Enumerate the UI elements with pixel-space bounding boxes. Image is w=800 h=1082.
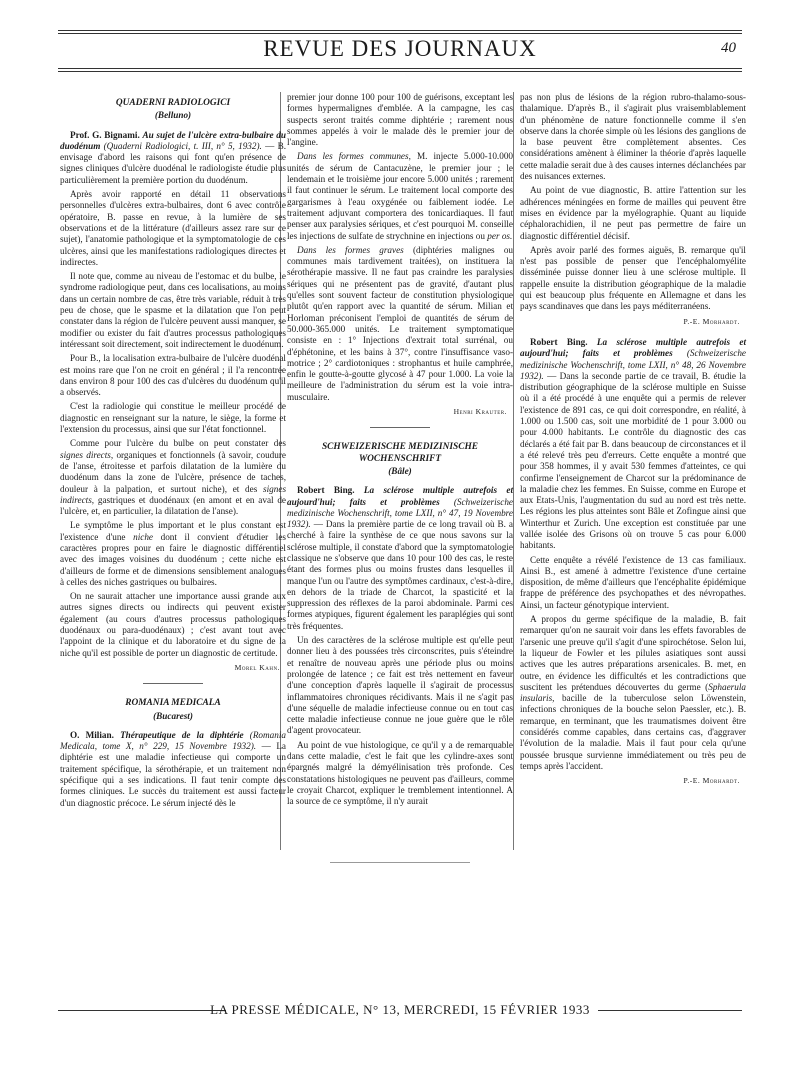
paragraph: Au point de vue diagnostic, B. attire l'attention sur les adhérences méningées en forme de mailles qui peuvent être mises en évidence par la myélographie. Quant au liquide céphalorachidien, il ne peut pas permettre de faire un diagnostic différentiel décisif. xyxy=(520,185,746,241)
column-separator xyxy=(513,92,514,850)
article-lead xyxy=(520,337,746,552)
page-footer xyxy=(0,1000,800,1024)
paragraph-text: — La diphtérie est une maladie infectieuse qui comporte un traitement spécifique, la sérothérapie, et un traitement non spécifique qui a ses indications. Il faut tenir compte des formes cliniques. Le succès du traitement est aussi facteur d'un diagnostic précoce. Le sérum injecté dès le xyxy=(60,741,287,808)
paragraph: Cette enquête a révélé l'existence de 13 cas familiaux. Ainsi B., est amené à admettre l'existence d'une certaine disposition, de même d'ailleurs que l'encéphalite épidémique frappe de préférence des psychopathes et des névropathes. Ainsi, un facteur génotypique intervient. xyxy=(520,554,746,610)
emphasis: signes directs, xyxy=(60,449,114,460)
header-bottom-rule xyxy=(58,68,742,69)
article-title: La sclérose multiple autrefois et aujourd'hui; faits et problèmes xyxy=(520,336,747,359)
paragraph: Un des caractères de la sclérose multiple est qu'elle peut donner lieu à des poussées très circonscrites, puis s'éteindre et renaître de nouveau après une période plus ou moins prolongée de latence ; ce fait est très nettement en faveur d'une conception d'après laquelle il s'agirait de processus inflammatoires chroniques récidivants. Mais il ne s'agit pas d'une séquelle de maladie infectieuse connue ou en tout cas cette maladie infectieuse connue ne joue guère que le rôle d'agent provocateur. xyxy=(287,635,513,736)
emphasis: Dans les formes graves xyxy=(297,244,404,255)
emphasis: Dans les formes communes, xyxy=(297,151,411,162)
section-divider xyxy=(370,427,430,428)
section-divider xyxy=(143,683,203,684)
paragraph: pas non plus de lésions de la région rubro-thalamo-sous-thalamique. D'après B., il s'agirait plus vraisemblablement d'un phénomène de nature fonctionnelle comme il s'en observe dans la chorée simple où les lésions des ganglions de la base peuvent être complètement absentes. Ces considérations amènent à éliminer la théorie d'après laquelle cette maladie serait due à des causes internes déclanchées par des nuisances externes. xyxy=(520,92,746,182)
paragraph-text: — Dans la première partie de ce long travail où B. a cherché à faire la synthèse de ce que nous savons sur la sclérose multiple, il constate d'abord que la symptomatologie classique ne s'observe que dans 10 pour 100 des cas, le reste étant des formes plus ou moins frustes dans lesquelles il manque l'un ou l'autre des symptômes cardinaux, c'est-à-dire, en dehors de la triade de Charcot, la spasticité et la suppression des réflexes de la paroi abdominale. Parmi ces formes atypiques, figurent également les paraplégies qui sont très fréquentes. xyxy=(287,519,514,631)
paragraph: C'est la radiologie qui constitue le meilleur procédé de diagnostic en renseignant sur la nature, le siège, la forme et l'extension du processus, ainsi que sur l'état fonctionnel. xyxy=(60,401,286,435)
article-author: Robert Bing. xyxy=(530,336,588,347)
header-bottom-rule-2 xyxy=(58,71,742,72)
article-reference: (Schweizerische medizinische Wochenschrift, tome LXII, n° 48, 26 Novembre 1932). xyxy=(520,348,747,381)
paragraph xyxy=(60,520,286,588)
article-reference: (Schweizerische medizinische Wochenschrift, tome LXII, n° 47, 19 Novembre 1932). xyxy=(287,496,514,530)
paragraph-text: dont il convient d'étudier les caractères propres pour en faire le diagnostic différentiel avec des images voisines du duodénum ; cette niche est d'ailleurs de forme et de dimensions sensiblement analogues à celles des niches gastriques ou bulbaires. xyxy=(60,531,286,587)
journal-section-title: REVUE DES JOURNAUX xyxy=(263,36,537,61)
article-reference: (Quaderni Radiologici, t. III, n° 5, 1932). xyxy=(103,140,262,151)
journal-place: (Bucarest) xyxy=(153,710,193,721)
paragraph-text: bacille de la tuberculose selon Löwenstein, infections chroniques de la bouche selon Paessler, etc.). B. remarque, en terminant, que les traumatismes doivent être considérés comme capables, dans certains cas, d'aggraver l'évolution de la maladie. Mais il faut pour cela qu'une poussée brusque survienne immédiatement ou très peu de temps après l'accident. xyxy=(520,693,747,771)
paragraph: premier jour donne 100 pour 100 de guérisons, exceptant les formes hypermalignes d'emblée. A la campagne, les cas suspects seront traités comme diphtérie ; rarement nous sommes appelés à voir le malade dès le premier jour de l'angine. xyxy=(287,92,513,148)
article-author: Prof. G. Bignami. xyxy=(70,129,140,140)
paragraph-text: (diphtéries malignes ou communes mais tardivement traitées), on instituera la sérothérapie massive. Il ne faut pas craindre les paralysies sériques qui ne présentent pas de gravité, d'autant plus qu'elles sont souvent facteur de constitution physiologique plutôt qu'en rapport avec la quantité de sérum. Milian et Horloman préconisent l'emploi de quantités de sérum de 50.000-365.000 unités. Le traitement symptomatique consiste en : 1° Injections d'extrait total surrénal, ou d'éphétonine, et les bains à 37°, contre l'insuffisance vaso-motrice ; 2° cardiotoniques : strophantus et huile camphrée, enfin le goutte-à-goutte glycosé à 47 pour 1.000. La voie la meilleure de l'administration du sérum est la voie intra-musculaire. xyxy=(287,244,514,402)
paragraph: Au point de vue histologique, ce qu'il y a de remarquable dans cette maladie, c'est le fait que les cylindre-axes sont épargnés malgré la démyélinisation très profonde. Ces constatations histologiques ne peuvent pas d'ailleurs, comme le croyait Charcot, expliquer le tremblement intentionnel. A la source de ce symptôme, il n'y aurait xyxy=(287,739,513,807)
paragraph: Après avoir rapporté en détail 11 observations personnelles d'ulcères extra-bulbaires, dont 6 avec contrôle opératoire, B. passe en revue, à la lumière de ses observations et de la littérature (d'ailleurs assez rare sur ce sujet), l'anatomie pathologique et la symptomatologie de ces ulcères, ainsi que les manifestations radiologiques directes et indirectes. xyxy=(60,189,286,267)
emphasis: per os. xyxy=(487,230,513,241)
paragraph-text: — B. envisage d'abord les raisons qui font qu'en présence de signes cliniques d'ulcère duodénal le radiologiste étudie plus particulièrement la première portion du duodénum. xyxy=(60,140,287,185)
article-title: La sclérose multiple autrefois et aujourd'hui; faits et problèmes xyxy=(287,485,514,507)
author-signature: P.-E. Morhardt. xyxy=(683,316,740,326)
paragraph xyxy=(287,151,513,241)
column-1 xyxy=(60,92,286,812)
paragraph-text: Le symptôme le plus important et le plus constant est l'existence d'une xyxy=(60,520,286,542)
author-signature: P.-E. Morhardt. xyxy=(683,776,740,786)
article-lead xyxy=(60,130,286,186)
author-signature: Morel Kahn. xyxy=(234,662,280,672)
column-2 xyxy=(287,92,513,811)
footer-rule xyxy=(598,1010,742,1011)
page-divider xyxy=(330,862,470,863)
emphasis: Sphaerula insularis, xyxy=(520,681,746,704)
article-lead xyxy=(60,730,286,809)
paragraph: Il note que, comme au niveau de l'estomac et du bulbe, le syndrome radiologique peut, dans ces localisations, au moins dans un certain nombre de cas, être très variable, réduit à très peu de chose, que le spasme et la dilatation que l'on peut constater dans la région de l'ulcère peuvent aussi manquer, se modifier ou exister du fait d'autres processus pathologiques intéressant soit directement, soit indirectement le duodénum. xyxy=(60,271,286,349)
paragraph xyxy=(520,614,746,772)
paragraph xyxy=(287,245,513,403)
footer-text: LA PRESSE MÉDICALE, N° 13, MERCREDI, 15 FÉVRIER 1933 xyxy=(210,1002,590,1017)
column-3 xyxy=(520,92,746,797)
masthead xyxy=(0,36,800,66)
author-signature: Henri Krauter. xyxy=(453,407,507,417)
paragraph-text: Comme pour l'ulcère du bulbe on peut constater des xyxy=(70,438,286,449)
header-top-rule-2 xyxy=(58,33,742,34)
header-top-rule xyxy=(58,30,742,31)
paragraph: On ne saurait attacher une importance aussi grande aux autres signes directs ou indirects qui peuvent exister également (au cours d'autres processus pathologiques duodénaux ou para-duodénaux) ; c'est avant tout avec l'appoint de la clinique et du laboratoire et du signe de la niche qu'il est possible de porter un diagnostic de certitude. xyxy=(60,591,286,658)
paragraph-text: organiques et fonctionnels (à savoir, coudure de l'anse, étroitesse et parfois dilatation de la lumière du duodénum dans la zone de l'ulcère, présence de taches, douleur à la palpation, et surtout niche), et des xyxy=(60,449,286,494)
paragraph: Pour B., la localisation extra-bulbaire de l'ulcère duodénal est moins rare que l'on ne croit en général ; il l'a rencontrée dans environ 8 pour 100 des cas d'ulcères du duodénum qu'il a observés. xyxy=(60,353,286,398)
journal-place: (Belluno) xyxy=(154,110,192,121)
journal-title: SCHWEIZERISCHE MEDIZINISCHE WOCHENSCHRIFT xyxy=(321,442,479,464)
emphasis: niche xyxy=(133,531,153,542)
journal-place: (Bâle) xyxy=(388,465,412,476)
article-lead xyxy=(287,485,513,632)
article-author: O. Milian. xyxy=(70,729,114,740)
emphasis: signes indirects, xyxy=(60,483,287,505)
article-title: Thérapeutique de la diphtérie xyxy=(120,729,244,740)
article-title: Au sujet de l'ulcère extra-bulbaire du duodénum xyxy=(60,129,287,151)
article-reference: (Romania Medicala, tome X, n° 229, 15 Novembre 1932). xyxy=(60,729,286,752)
journal-title: QUADERNI RADIOLOGICI xyxy=(115,98,231,108)
paragraph: Après avoir parlé des formes aiguës, B. remarque qu'il n'est pas possible de penser que l'encéphalomyélite disséminée puisse donner lieu à une sclérose multiple. Il rappelle ensuite la distribution géographique de la maladie qui est beaucoup plus fréquente en Allemagne et dans les pays scandinaves que dans les pays méditerranéens. xyxy=(520,244,746,312)
paragraph xyxy=(60,438,286,517)
page-number: 40 xyxy=(721,40,736,56)
article-author: Robert Bing. xyxy=(297,485,355,496)
paragraph-text: M. injecte 5.000-10.000 unités de sérum de Cantacuzène, le premier jour ; le lendemain et le troisième jour encore 5.000 unités ; rarement il faut continuer le sérum. Le traitement local comporte des gargarismes à l'eau oxygénée ou faiblement iodée. Le traitement adjuvant comportera des tonicardiaques. Il faut penser aux paralysies sériques, et c'est pourquoi M. conseille les injections de sulfate de strychnine en injections ou xyxy=(287,151,514,241)
paragraph-text: gastriques et duodénaux (en amont et en aval de l'ulcère, et, en particulier, la dilatation de l'anse). xyxy=(60,494,286,517)
journal-title: ROMANIA MEDICALA xyxy=(125,698,221,709)
paragraph-text: A propos du germe spécifique de la maladie, B. fait remarquer qu'on ne saurait voir dans les effets favorables de l'arsenic une preuve qu'il s'agit d'une spirochétose. Selon lui, la liqueur de Fowler et les pilules asiatiques sont aussi actives que les autres préparations arsenicales. B. met, en outre, en évidence les difficultés et les contradictions que suscitent les prétendues découvertes du germe ( xyxy=(520,614,746,692)
paragraph-text: — Dans la seconde partie de ce travail, B. étudie la distribution géographique de la sclérose multiple en Suisse où il a été procédé à une enquête qui a permis de relever l'existence de 891 cas, ce qui doit correspondre, en réalité, à 1.000 ou 1.500 cas, soit une morbidité de 1 pour 3.000 ou pour 4.000 habitants. Le contrôle du diagnostic des cas déclarés a été fait par B. dans beaucoup de circonstances et il a été relevé très peu d'erreurs. Cette enquête a montré que pour 358 hommes, il y avait 530 femmes d'atteintes, ce qui confirme l'enseignement de Charcot sur la prédominance de la maladie chez les femmes. En Suisse, comme en Europe et aux Etats-Unis, l'augmentation du sud au nord est très nette. Les régions les plus atteintes sont Bâle et Zofingue ainsi que Winterthur et Zurich. Une exception est constituée par une vallée isolée des Grisons où on trouve 5 cas pour 6.000 habitants. xyxy=(520,370,746,551)
